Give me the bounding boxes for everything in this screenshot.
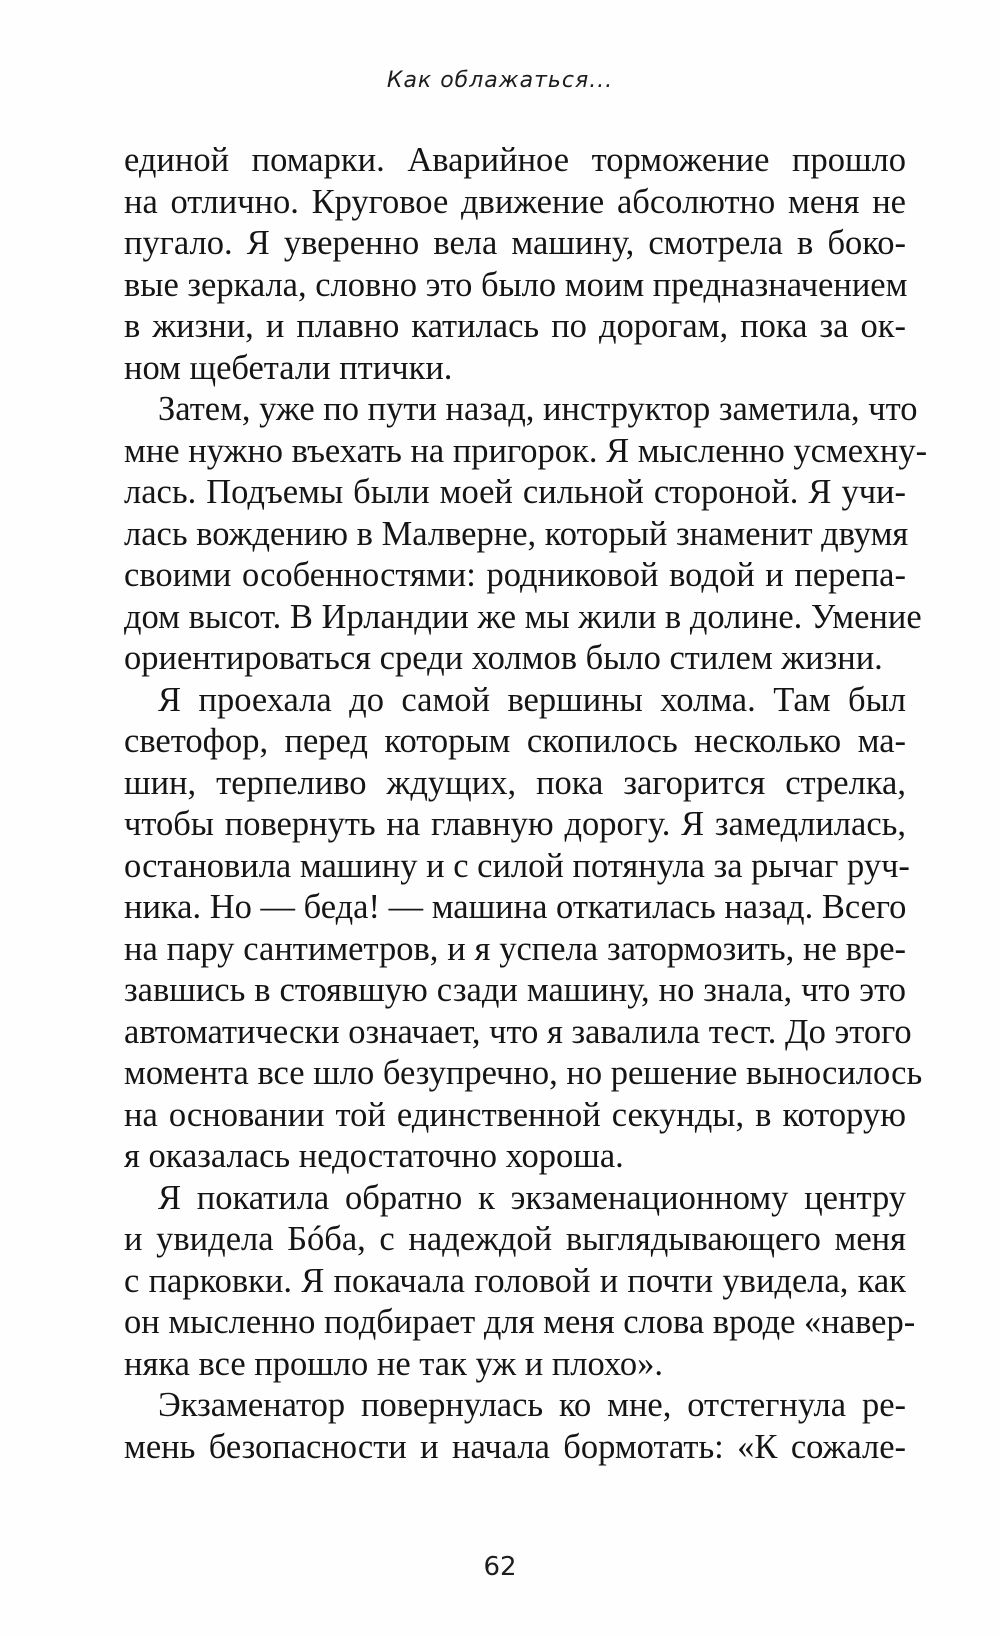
text-line: лась вождению в Малверне, который знаменит двумя bbox=[124, 514, 909, 553]
text-line: я оказалась недостаточно хороша. bbox=[124, 1137, 624, 1175]
text-line: мне нужно въехать на пригорок. Я мысленно усмехну- bbox=[124, 431, 928, 470]
text-line: лась. Подъемы были моей сильной стороной. Я учи- bbox=[124, 473, 906, 511]
text-line: своими особенностями: родниковой водой и перепа- bbox=[124, 556, 906, 594]
text-line: в жизни, и плавно катилась по дорогам, пока за ок- bbox=[124, 307, 906, 345]
text-line: момента все шло безупречно, но решение выносилось bbox=[124, 1054, 923, 1092]
text-line: вые зеркала, словно это было моим предназначением bbox=[124, 265, 908, 304]
text-line: и увидела Бóба, с надеждой выглядывающего меня bbox=[124, 1220, 906, 1258]
text-line: Экзаменатор повернулась ко мне, отстегнула ре- bbox=[158, 1386, 906, 1424]
text-line: светофор, перед которым скопилось несколько ма- bbox=[124, 722, 906, 760]
text-line: чтобы повернуть на главную дорогу. Я замедлилась, bbox=[124, 805, 906, 843]
text-line: на отлично. Круговое движение абсолютно меня не bbox=[124, 182, 906, 221]
text-line: шин, терпеливо ждущих, пока загорится стрелка, bbox=[124, 763, 906, 802]
text-line: дом высот. В Ирландии же мы жили в долине. Умение bbox=[124, 597, 922, 636]
text-line: автоматически означает, что я завалила тест. До этого bbox=[124, 1012, 912, 1051]
text-line: на основании той единственной секунды, в которую bbox=[124, 1095, 906, 1134]
text-line: остановила машину и с силой потянула за рычаг руч- bbox=[124, 846, 910, 885]
text-line: няка все прошло не так уж и плохо». bbox=[124, 1344, 663, 1383]
text-line: мень безопасности и начала бормотать: «К сожале- bbox=[124, 1427, 906, 1466]
body-text bbox=[124, 140, 928, 1468]
paragraph bbox=[124, 140, 906, 389]
text-line: единой помарки. Аварийное торможение прошло bbox=[124, 141, 906, 179]
text-line: Я проехала до самой вершины холма. Там был bbox=[158, 680, 906, 719]
text-line: с парковки. Я покачала головой и почти увидела, как bbox=[124, 1261, 906, 1300]
text-line: ника. Но — беда! — машина откатилась назад. Всего bbox=[124, 888, 907, 926]
paragraph bbox=[124, 1178, 916, 1386]
text-line: на пару сантиметров, и я успела затормозить, не вре- bbox=[124, 929, 906, 968]
text-line: ном щебетали птички. bbox=[124, 348, 453, 387]
text-line: пугало. Я уверенно вела машину, смотрела в боко- bbox=[124, 224, 906, 262]
text-line: он мысленно подбирает для меня слова вроде «навер- bbox=[124, 1303, 916, 1341]
running-head: Как облажаться... bbox=[386, 68, 614, 93]
page-number: 62 bbox=[483, 1552, 517, 1582]
paragraph bbox=[124, 1385, 906, 1468]
paragraph bbox=[124, 389, 928, 680]
text-line: Я покатила обратно к экзаменационному центру bbox=[158, 1178, 906, 1217]
text-line: ориентироваться среди холмов было стилем жизни. bbox=[124, 639, 883, 677]
text-line: завшись в стоявшую сзади машину, но знала, что это bbox=[124, 971, 906, 1009]
paragraph bbox=[124, 680, 923, 1178]
text-line: Затем, уже по пути назад, инструктор заметила, что bbox=[158, 390, 918, 428]
